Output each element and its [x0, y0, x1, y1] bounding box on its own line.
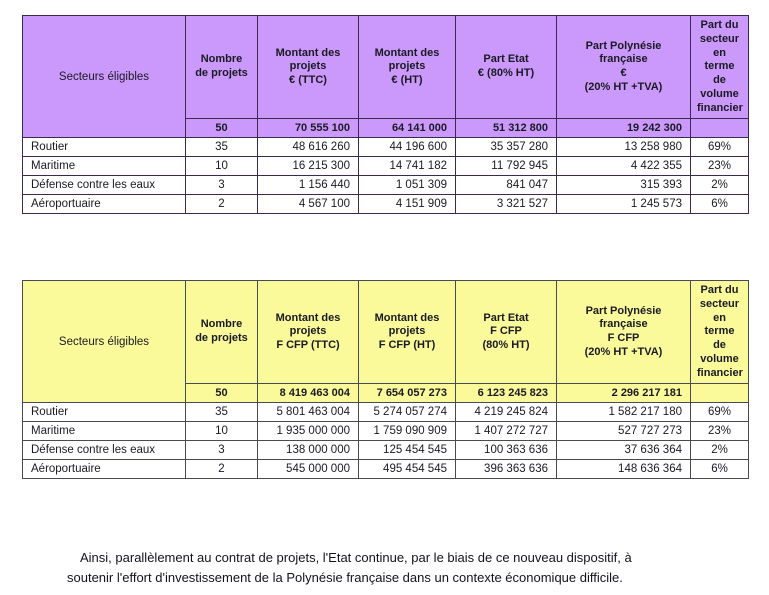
cell-amount-ht: 44 196 600 [359, 138, 456, 157]
cell-amount-ht: 1 759 090 909 [359, 422, 456, 441]
cell-part-polynesie: 315 393 [557, 176, 691, 195]
cell-project-count: 3 [186, 176, 258, 195]
cell-sector: Routier [23, 403, 186, 422]
table-row [23, 157, 749, 176]
total-amount-ht: 7 654 057 273 [359, 384, 456, 403]
total-part-polynesie: 19 242 300 [557, 119, 691, 138]
total-part-etat: 6 123 245 823 [456, 384, 557, 403]
cell-part-secteur: 69% [691, 138, 749, 157]
table-row [23, 195, 749, 214]
cell-project-count: 35 [186, 138, 258, 157]
closing-paragraph [67, 548, 720, 587]
cell-part-etat: 35 357 280 [456, 138, 557, 157]
total-amount-ht: 64 141 000 [359, 119, 456, 138]
table-row [23, 176, 749, 195]
cell-part-etat: 11 792 945 [456, 157, 557, 176]
cell-sector: Routier [23, 138, 186, 157]
header-part-secteur: Part du secteur en terme de volume financier [691, 16, 749, 119]
cell-amount-ht: 4 151 909 [359, 195, 456, 214]
cell-sector: Aéroportuaire [23, 195, 186, 214]
cell-part-polynesie: 1 245 573 [557, 195, 691, 214]
eligible-sectors-table-euro [22, 15, 749, 214]
header-part-polynesie: Part Polynésie française € (20% HT +TVA) [557, 16, 691, 119]
cell-amount-ttc: 48 616 260 [258, 138, 359, 157]
table-row [23, 460, 749, 479]
cell-sector: Maritime [23, 422, 186, 441]
total-part-polynesie: 2 296 217 181 [557, 384, 691, 403]
cell-part-secteur: 2% [691, 441, 749, 460]
header-part-polynesie: Part Polynésie française F CFP (20% HT +TVA) [557, 281, 691, 384]
cell-project-count: 2 [186, 195, 258, 214]
cell-part-polynesie: 148 636 364 [557, 460, 691, 479]
header-project-count: Nombre de projets [186, 281, 258, 384]
cell-amount-ttc: 1 935 000 000 [258, 422, 359, 441]
total-project-count: 50 [186, 119, 258, 138]
total-project-count: 50 [186, 384, 258, 403]
total-amount-ttc: 70 555 100 [258, 119, 359, 138]
cell-part-polynesie: 527 727 273 [557, 422, 691, 441]
cell-part-etat: 396 363 636 [456, 460, 557, 479]
cell-part-etat: 1 407 272 727 [456, 422, 557, 441]
total-part-secteur [691, 119, 749, 138]
total-part-secteur [691, 384, 749, 403]
cell-project-count: 2 [186, 460, 258, 479]
eligible-sectors-table-xpf [22, 280, 749, 479]
header-sector: Secteurs éligibles [23, 16, 186, 138]
cell-part-secteur: 6% [691, 195, 749, 214]
table-row [23, 138, 749, 157]
cell-amount-ttc: 16 215 300 [258, 157, 359, 176]
cell-project-count: 35 [186, 403, 258, 422]
cell-amount-ht: 125 454 545 [359, 441, 456, 460]
header-amount-ht: Montant des projets F CFP (HT) [359, 281, 456, 384]
table-row [23, 441, 749, 460]
cell-part-secteur: 2% [691, 176, 749, 195]
cell-amount-ht: 495 454 545 [359, 460, 456, 479]
cell-project-count: 3 [186, 441, 258, 460]
cell-part-secteur: 23% [691, 422, 749, 441]
cell-part-etat: 4 219 245 824 [456, 403, 557, 422]
closing-paragraph-line-2: soutenir l'effort d'investissement de la Polynésie française dans un contexte économique difficile. [67, 569, 623, 585]
cell-amount-ht: 14 741 182 [359, 157, 456, 176]
table-row [23, 403, 749, 422]
header-amount-ht: Montant des projets € (HT) [359, 16, 456, 119]
cell-part-secteur: 69% [691, 403, 749, 422]
header-sector: Secteurs éligibles [23, 281, 186, 403]
cell-amount-ttc: 138 000 000 [258, 441, 359, 460]
header-part-secteur: Part du secteur en terme de volume financier [691, 281, 749, 384]
cell-amount-ttc: 1 156 440 [258, 176, 359, 195]
table-header-row [23, 16, 749, 119]
table-row [23, 422, 749, 441]
header-part-etat: Part Etat F CFP (80% HT) [456, 281, 557, 384]
cell-part-etat: 100 363 636 [456, 441, 557, 460]
total-amount-ttc: 8 419 463 004 [258, 384, 359, 403]
cell-part-secteur: 6% [691, 460, 749, 479]
cell-amount-ttc: 4 567 100 [258, 195, 359, 214]
table-header-row [23, 281, 749, 384]
cell-part-secteur: 23% [691, 157, 749, 176]
cell-project-count: 10 [186, 157, 258, 176]
cell-amount-ht: 1 051 309 [359, 176, 456, 195]
cell-part-polynesie: 13 258 980 [557, 138, 691, 157]
closing-paragraph-line-1: Ainsi, parallèlement au contrat de projets, l'Etat continue, par le biais de ce nouveau dispositif, à [80, 550, 632, 565]
header-amount-ttc: Montant des projets € (TTC) [258, 16, 359, 119]
cell-amount-ht: 5 274 057 274 [359, 403, 456, 422]
cell-amount-ttc: 5 801 463 004 [258, 403, 359, 422]
total-part-etat: 51 312 800 [456, 119, 557, 138]
cell-sector: Défense contre les eaux [23, 176, 186, 195]
cell-sector: Maritime [23, 157, 186, 176]
header-project-count: Nombre de projets [186, 16, 258, 119]
cell-part-etat: 841 047 [456, 176, 557, 195]
header-amount-ttc: Montant des projets F CFP (TTC) [258, 281, 359, 384]
header-part-etat: Part Etat € (80% HT) [456, 16, 557, 119]
cell-part-polynesie: 4 422 355 [557, 157, 691, 176]
cell-part-polynesie: 1 582 217 180 [557, 403, 691, 422]
cell-sector: Aéroportuaire [23, 460, 186, 479]
cell-amount-ttc: 545 000 000 [258, 460, 359, 479]
cell-project-count: 10 [186, 422, 258, 441]
cell-part-etat: 3 321 527 [456, 195, 557, 214]
cell-sector: Défense contre les eaux [23, 441, 186, 460]
cell-part-polynesie: 37 636 364 [557, 441, 691, 460]
